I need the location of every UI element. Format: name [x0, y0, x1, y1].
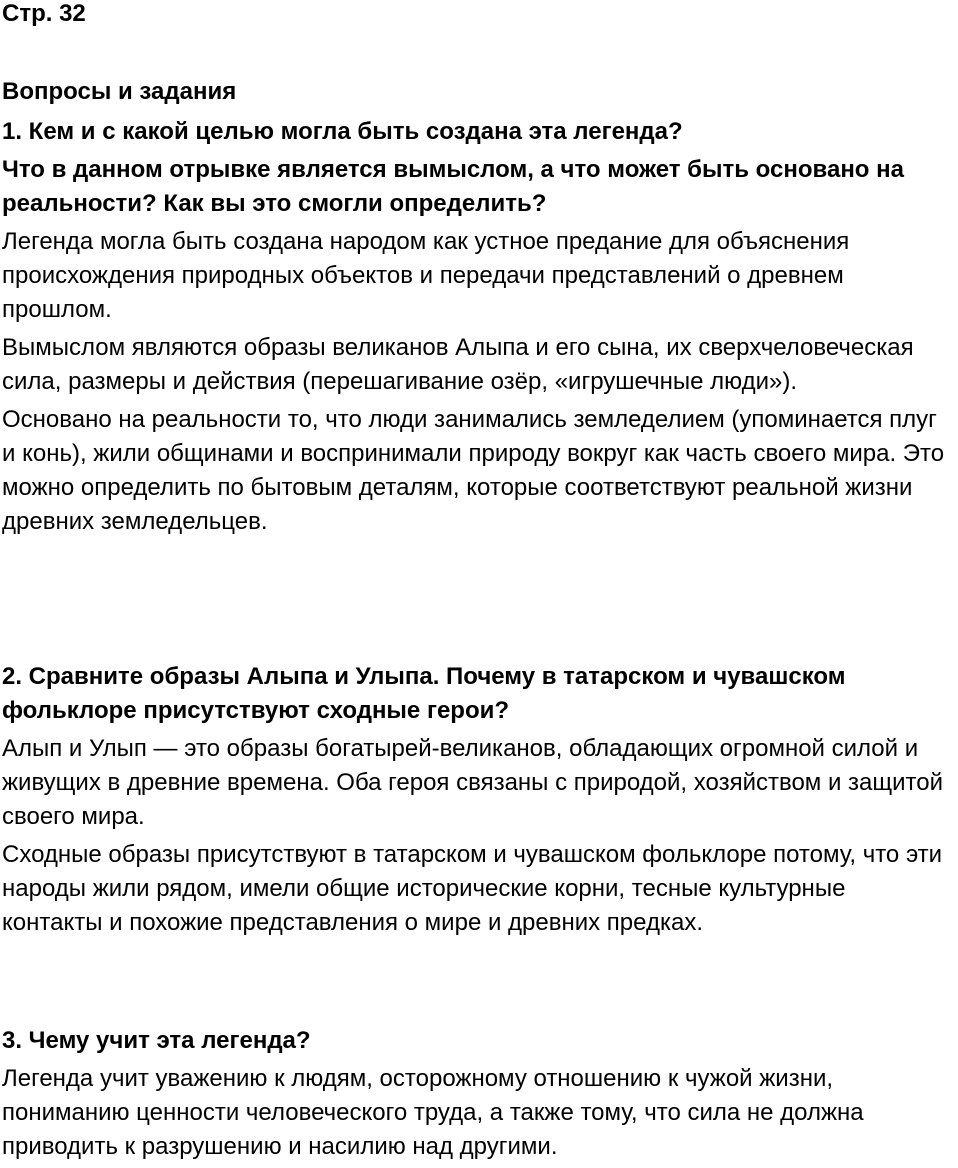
question-3-block: [2, 1024, 952, 1164]
answer-2-paragraph-2: Сходные образы присутствуют в татарском и чувашском фольклоре потому, что эти народы жили рядом, имели общие исторические корни, тесные культурные контакты и похожие представления о мире и древних предках.: [2, 841, 943, 936]
answer-2-paragraph-1: Алып и Улып — это образы богатырей-великанов, обладающих огромной силой и живущих в древние времена. Оба героя связаны с природой, хозяйством и защитой своего мира.: [2, 735, 944, 830]
question-1-block: [2, 115, 952, 539]
question-2-heading: 2. Сравните образы Алыпа и Улыпа. Почему в татарском и чувашском фольклоре присутствуют сходные герои?: [2, 663, 846, 724]
question-1-subquestion: Что в данном отрывке является вымыслом, а что может быть основано на реальности? Как вы это смогли определить?: [2, 156, 904, 217]
question-2-block: [2, 660, 952, 940]
question-3-heading: 3. Чему учит эта легенда?: [2, 1027, 311, 1054]
answer-3-paragraph-1: Легенда учит уважению к людям, осторожному отношению к чужой жизни, пониманию ценности человеческого труда, а также тому, что сила не должна приводить к разрушению и насилию над другими.: [2, 1065, 864, 1160]
question-1-heading: 1. Кем и с какой целью могла быть создана эта легенда?: [2, 118, 683, 145]
answer-1-paragraph-1: Легенда могла быть создана народом как устное предание для объяснения происхождения природных объектов и передачи представлений о древнем прошлом.: [2, 228, 850, 323]
section-title: Вопросы и задания: [2, 78, 237, 105]
answer-1-paragraph-3: Основано на реальности то, что люди занимались земледелием (упоминается плуг и конь), жили общинами и воспринимали природу вокруг как часть своего мира. Это можно определить по бытовым деталям, которые соответствуют реальной жизни древних земледельцев.: [2, 406, 945, 535]
answer-1-paragraph-2: Вымыслом являются образы великанов Алыпа и его сына, их сверхчеловеческая сила, размеры и действия (перешагивание озёр, «игрушечные люди»).: [2, 334, 914, 395]
page-number: Стр. 32: [2, 0, 86, 27]
